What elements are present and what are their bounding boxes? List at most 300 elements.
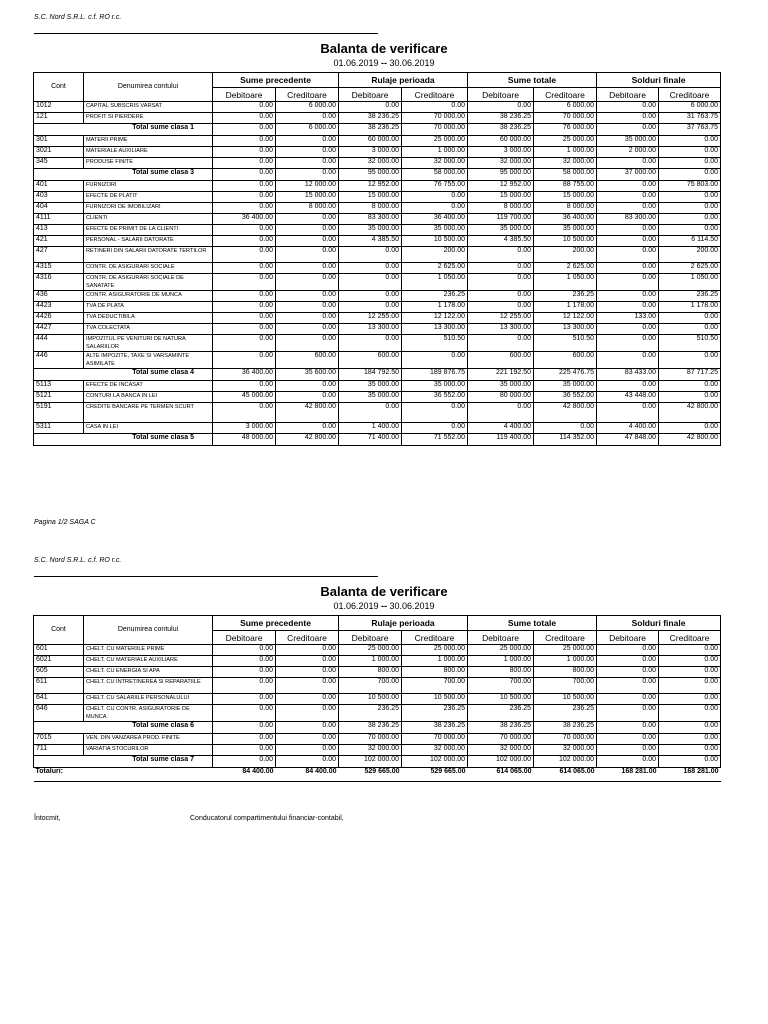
amount-cell: 0.00 [659, 136, 721, 147]
header-credit: Creditoare [276, 88, 339, 102]
amount-cell: 0.00 [213, 225, 276, 236]
account-row [34, 192, 721, 203]
account-row [34, 734, 721, 745]
amount-cell: 12 255.00 [339, 313, 402, 324]
header-group: Sume totale [468, 616, 597, 631]
amount-cell: 35 000.00 [534, 381, 597, 392]
account-code: 345 [34, 158, 84, 169]
class-total-row [34, 756, 721, 768]
amount-cell: 184 792.50 [339, 369, 402, 381]
amount-cell: 0.00 [468, 403, 534, 423]
page-footer: Pagina 1/2 SAGA C [34, 519, 96, 526]
amount-cell: 1 178.00 [402, 302, 468, 313]
financial-head-label: Conducatorul compartimentului financiar-contabil, [190, 815, 344, 822]
account-name: ALTE IMPOZITE, TAXE SI VARSAMINTE ASIMILATE [84, 352, 213, 369]
amount-cell: 1 000.00 [402, 147, 468, 158]
amount-cell: 38 236.25 [468, 113, 534, 124]
amount-cell: 529 665.00 [402, 768, 468, 782]
header-credit: Creditoare [534, 631, 597, 645]
account-name: CHELT. CU MATERIILE PRIME [84, 645, 213, 656]
amount-cell: 6 000.00 [659, 102, 721, 113]
amount-cell: 0.00 [213, 656, 276, 667]
report-period [0, 601, 768, 611]
account-name: TVA DE PLATA [84, 302, 213, 313]
amount-cell: 0.00 [597, 113, 659, 124]
amount-cell: 60 000.00 [468, 136, 534, 147]
period-end: 30.06.2019 [389, 58, 435, 68]
amount-cell: 2 625.00 [402, 263, 468, 274]
amount-cell: 0.00 [213, 722, 276, 734]
amount-cell: 3 000.00 [213, 423, 276, 434]
amount-cell: 0.00 [597, 102, 659, 113]
amount-cell: 0.00 [276, 324, 339, 335]
amount-cell: 15 000.00 [339, 192, 402, 203]
amount-cell: 0.00 [213, 302, 276, 313]
amount-cell: 236.25 [402, 291, 468, 302]
report-title: Balanta de verificare [320, 584, 448, 599]
account-code: 1012 [34, 102, 84, 113]
amount-cell: 12 952.00 [468, 181, 534, 192]
account-name: PRODUSE FINITE [84, 158, 213, 169]
account-code: 404 [34, 203, 84, 214]
class-total-row [34, 722, 721, 734]
account-name: EFECTE DE PRIMIT DE LA CLIENTI [84, 225, 213, 236]
amount-cell: 0.00 [659, 756, 721, 768]
amount-cell: 0.00 [659, 645, 721, 656]
account-name: PROFIT SI PIERDERE [84, 113, 213, 124]
header-credit: Creditoare [659, 631, 721, 645]
amount-cell: 35 000.00 [402, 225, 468, 236]
account-name: CASA IN LEI [84, 423, 213, 434]
account-name: CHELT. CU CONTR. ASIGURATORIE DE MUNCA [84, 705, 213, 722]
amount-cell: 38 236.25 [402, 722, 468, 734]
account-code: 5121 [34, 392, 84, 403]
amount-cell: 36 400.00 [213, 214, 276, 225]
amount-cell: 600.00 [534, 352, 597, 369]
amount-cell: 0.00 [276, 694, 339, 705]
header-row-groups [34, 73, 721, 88]
amount-cell: 168 281.00 [597, 768, 659, 782]
amount-cell: 76 000.00 [534, 124, 597, 136]
account-name: MATERIALE AUXILIARE [84, 147, 213, 158]
account-name: CHELT. CU ENERGIA SI APA [84, 667, 213, 678]
amount-cell: 0.00 [659, 705, 721, 722]
account-name: EFECTE DE PLATIT [84, 192, 213, 203]
amount-cell: 0.00 [659, 352, 721, 369]
amount-cell: 102 000.00 [402, 756, 468, 768]
amount-cell: 0.00 [276, 734, 339, 745]
amount-cell: 0.00 [597, 302, 659, 313]
amount-cell: 60 000.00 [339, 136, 402, 147]
amount-cell: 0.00 [659, 423, 721, 434]
amount-cell: 32 000.00 [339, 745, 402, 756]
amount-cell: 800.00 [339, 667, 402, 678]
amount-cell: 529 665.00 [339, 768, 402, 782]
header-credit: Creditoare [534, 88, 597, 102]
amount-cell: 0.00 [276, 136, 339, 147]
amount-cell: 8 000.00 [339, 203, 402, 214]
header-row-groups [34, 616, 721, 631]
account-code: 421 [34, 236, 84, 247]
header-denumire: Denumirea contului [84, 73, 213, 102]
total-label: Total sume clasa 6 [34, 722, 213, 734]
amount-cell: 614 065.00 [534, 768, 597, 782]
account-name: CAPITAL SUBSCRIS VARSAT [84, 102, 213, 113]
amount-cell: 1 000.00 [534, 147, 597, 158]
account-code: 444 [34, 335, 84, 352]
amount-cell: 0.00 [659, 667, 721, 678]
amount-cell: 80 000.00 [468, 392, 534, 403]
amount-cell: 0.00 [276, 147, 339, 158]
header-cont: Cont [34, 73, 84, 102]
account-code: 446 [34, 352, 84, 369]
amount-cell: 0.00 [597, 274, 659, 291]
amount-cell: 35 000.00 [402, 381, 468, 392]
amount-cell: 1 050.00 [534, 274, 597, 291]
account-code: 413 [34, 225, 84, 236]
company-header: S.C. Nord S.R.L. c.f. RO r.c. [34, 14, 122, 21]
amount-cell: 6 000.00 [534, 102, 597, 113]
amount-cell: 45 000.00 [213, 392, 276, 403]
amount-cell: 0.00 [468, 247, 534, 263]
header-group: Sume precedente [213, 616, 339, 631]
amount-cell: 200.00 [534, 247, 597, 263]
amount-cell: 87 717.25 [659, 369, 721, 381]
amount-cell: 0.00 [597, 756, 659, 768]
amount-cell: 0.00 [213, 169, 276, 181]
amount-cell: 236.25 [339, 705, 402, 722]
amount-cell: 0.00 [276, 656, 339, 667]
amount-cell: 71 552.00 [402, 434, 468, 446]
amount-cell: 0.00 [213, 313, 276, 324]
amount-cell: 510.50 [659, 335, 721, 352]
account-name: VEN. DIN VANZAREA PROD. FINITE [84, 734, 213, 745]
amount-cell: 35 000.00 [468, 381, 534, 392]
amount-cell: 1 000.00 [468, 656, 534, 667]
account-row [34, 403, 721, 423]
account-row [34, 381, 721, 392]
amount-cell: 600.00 [339, 352, 402, 369]
amount-cell: 119 400.00 [468, 434, 534, 446]
amount-cell: 221 192.50 [468, 369, 534, 381]
amount-cell: 236.25 [402, 705, 468, 722]
amount-cell: 0.00 [276, 423, 339, 434]
amount-cell: 0.00 [597, 247, 659, 263]
account-row [34, 656, 721, 667]
amount-cell: 88 755.00 [534, 181, 597, 192]
amount-cell: 15 000.00 [468, 192, 534, 203]
amount-cell: 3 000.00 [339, 147, 402, 158]
amount-cell: 42 800.00 [659, 403, 721, 423]
account-code: 6021 [34, 656, 84, 667]
amount-cell: 13 300.00 [339, 324, 402, 335]
amount-cell: 32 000.00 [468, 745, 534, 756]
amount-cell: 0.00 [597, 645, 659, 656]
amount-cell: 70 000.00 [402, 124, 468, 136]
amount-cell: 0.00 [276, 158, 339, 169]
amount-cell: 0.00 [468, 274, 534, 291]
account-name: MATERII PRIME [84, 136, 213, 147]
amount-cell: 1 000.00 [339, 656, 402, 667]
class-total-row [34, 169, 721, 181]
header-debit: Debitoare [213, 631, 276, 645]
amount-cell: 84 400.00 [213, 768, 276, 782]
period-end: 30.06.2019 [389, 601, 435, 611]
amount-cell: 168 281.00 [659, 768, 721, 782]
account-row [34, 678, 721, 694]
header-group: Solduri finale [597, 73, 721, 88]
amount-cell: 0.00 [402, 403, 468, 423]
amount-cell: 42 800.00 [276, 403, 339, 423]
account-row [34, 694, 721, 705]
amount-cell: 70 000.00 [402, 734, 468, 745]
amount-cell: 32 000.00 [534, 745, 597, 756]
account-row [34, 352, 721, 369]
amount-cell: 0.00 [597, 745, 659, 756]
account-code: 3021 [34, 147, 84, 158]
amount-cell: 0.00 [339, 291, 402, 302]
amount-cell: 510.50 [402, 335, 468, 352]
account-row [34, 113, 721, 124]
amount-cell: 600.00 [276, 352, 339, 369]
amount-cell: 4 385.50 [468, 236, 534, 247]
amount-cell: 38 236.25 [339, 722, 402, 734]
account-row [34, 247, 721, 263]
account-row [34, 225, 721, 236]
account-code: 711 [34, 745, 84, 756]
account-code: 427 [34, 247, 84, 263]
amount-cell: 0.00 [213, 102, 276, 113]
amount-cell: 0.00 [597, 694, 659, 705]
amount-cell: 6 000.00 [276, 102, 339, 113]
amount-cell: 70 000.00 [534, 734, 597, 745]
amount-cell: 4 400.00 [468, 423, 534, 434]
amount-cell: 37 000.00 [597, 169, 659, 181]
amount-cell: 0.00 [659, 158, 721, 169]
amount-cell: 25 000.00 [339, 645, 402, 656]
account-code: 4316 [34, 274, 84, 291]
amount-cell: 0.00 [213, 324, 276, 335]
amount-cell: 700.00 [402, 678, 468, 694]
amount-cell: 114 352.00 [534, 434, 597, 446]
amount-cell: 0.00 [339, 102, 402, 113]
amount-cell: 0.00 [213, 745, 276, 756]
amount-cell: 0.00 [213, 678, 276, 694]
amount-cell: 38 236.25 [339, 124, 402, 136]
account-row [34, 324, 721, 335]
amount-cell: 0.00 [213, 756, 276, 768]
account-row [34, 214, 721, 225]
amount-cell: 35 000.00 [597, 136, 659, 147]
amount-cell: 0.00 [276, 291, 339, 302]
amount-cell: 0.00 [276, 645, 339, 656]
account-name: CONTURI LA BANCA IN LEI [84, 392, 213, 403]
amount-cell: 6 114.50 [659, 236, 721, 247]
amount-cell: 12 122.00 [534, 313, 597, 324]
amount-cell: 36 400.00 [534, 214, 597, 225]
amount-cell: 15 000.00 [534, 192, 597, 203]
amount-cell: 0.00 [213, 113, 276, 124]
amount-cell: 32 000.00 [402, 745, 468, 756]
amount-cell: 48 000.00 [213, 434, 276, 446]
header-debit: Debitoare [339, 88, 402, 102]
amount-cell: 2 625.00 [534, 263, 597, 274]
amount-cell: 0.00 [659, 313, 721, 324]
amount-cell: 0.00 [276, 335, 339, 352]
amount-cell: 0.00 [276, 392, 339, 403]
amount-cell: 0.00 [597, 236, 659, 247]
amount-cell: 0.00 [534, 423, 597, 434]
amount-cell: 0.00 [213, 158, 276, 169]
amount-cell: 236.25 [659, 291, 721, 302]
amount-cell: 47 848.00 [597, 434, 659, 446]
amount-cell: 700.00 [339, 678, 402, 694]
company-header: S.C. Nord S.R.L. c.f. RO r.c. [34, 557, 122, 564]
amount-cell: 70 000.00 [534, 113, 597, 124]
amount-cell: 0.00 [213, 291, 276, 302]
amount-cell: 38 236.25 [339, 113, 402, 124]
amount-cell: 0.00 [213, 236, 276, 247]
account-code: 605 [34, 667, 84, 678]
amount-cell: 0.00 [402, 423, 468, 434]
amount-cell: 510.50 [534, 335, 597, 352]
account-name: CONTR. DE ASIGURARI SOCIALE DE SANATATE [84, 274, 213, 291]
account-code: 611 [34, 678, 84, 694]
amount-cell: 10 500.00 [339, 694, 402, 705]
amount-cell: 0.00 [213, 335, 276, 352]
account-row [34, 667, 721, 678]
amount-cell: 10 500.00 [534, 236, 597, 247]
amount-cell: 25 000.00 [402, 645, 468, 656]
amount-cell: 0.00 [659, 169, 721, 181]
amount-cell: 0.00 [597, 158, 659, 169]
account-row [34, 335, 721, 352]
amount-cell: 25 000.00 [468, 645, 534, 656]
header-debit: Debitoare [597, 631, 659, 645]
amount-cell: 15 000.00 [276, 192, 339, 203]
amount-cell: 0.00 [402, 203, 468, 214]
amount-cell: 36 552.00 [534, 392, 597, 403]
amount-cell: 0.00 [213, 203, 276, 214]
period-start: 01.06.2019 [333, 601, 379, 611]
account-code: 601 [34, 645, 84, 656]
amount-cell: 0.00 [402, 352, 468, 369]
amount-cell: 0.00 [659, 225, 721, 236]
account-code: 646 [34, 705, 84, 722]
amount-cell: 102 000.00 [339, 756, 402, 768]
amount-cell: 0.00 [659, 147, 721, 158]
amount-cell: 0.00 [597, 403, 659, 423]
amount-cell: 0.00 [276, 225, 339, 236]
header-debit: Debitoare [597, 88, 659, 102]
amount-cell: 37 763.75 [659, 124, 721, 136]
amount-cell: 10 500.00 [402, 694, 468, 705]
amount-cell: 0.00 [213, 694, 276, 705]
amount-cell: 0.00 [659, 203, 721, 214]
amount-cell: 0.00 [402, 102, 468, 113]
amount-cell: 95 000.00 [468, 169, 534, 181]
amount-cell: 12 122.00 [402, 313, 468, 324]
amount-cell: 700.00 [534, 678, 597, 694]
account-name: CONTR. DE ASIGURARI SOCIALE [84, 263, 213, 274]
amount-cell: 42 800.00 [276, 434, 339, 446]
amount-cell: 0.00 [659, 324, 721, 335]
amount-cell: 0.00 [659, 678, 721, 694]
amount-cell: 0.00 [213, 403, 276, 423]
amount-cell: 0.00 [659, 656, 721, 667]
amount-cell: 10 500.00 [534, 694, 597, 705]
amount-cell: 0.00 [276, 678, 339, 694]
account-row [34, 392, 721, 403]
period-start: 01.06.2019 [333, 58, 379, 68]
amount-cell: 8 000.00 [534, 203, 597, 214]
header-debit: Debitoare [339, 631, 402, 645]
header-cont: Cont [34, 616, 84, 645]
amount-cell: 32 000.00 [402, 158, 468, 169]
account-name: EFECTE DE INCASAT [84, 381, 213, 392]
amount-cell: 38 236.25 [468, 124, 534, 136]
amount-cell: 95 000.00 [339, 169, 402, 181]
account-name: TVA DEDUCTIBILA [84, 313, 213, 324]
amount-cell: 0.00 [468, 302, 534, 313]
account-name: FURNIZORI [84, 181, 213, 192]
amount-cell: 0.00 [339, 302, 402, 313]
amount-cell: 35 000.00 [339, 381, 402, 392]
amount-cell: 13 300.00 [402, 324, 468, 335]
amount-cell: 0.00 [468, 335, 534, 352]
amount-cell: 800.00 [402, 667, 468, 678]
amount-cell: 0.00 [659, 192, 721, 203]
amount-cell: 102 000.00 [534, 756, 597, 768]
amount-cell: 0.00 [213, 705, 276, 722]
amount-cell: 70 000.00 [402, 113, 468, 124]
header-debit: Debitoare [213, 88, 276, 102]
amount-cell: 42 800.00 [659, 434, 721, 446]
amount-cell: 0.00 [659, 381, 721, 392]
account-code: 401 [34, 181, 84, 192]
amount-cell: 0.00 [276, 705, 339, 722]
amount-cell: 0.00 [276, 302, 339, 313]
total-label: Total sume clasa 5 [34, 434, 213, 446]
amount-cell: 12 255.00 [468, 313, 534, 324]
header-credit: Creditoare [402, 88, 468, 102]
amount-cell: 0.00 [276, 169, 339, 181]
account-name: IMPOZITUL PE VENITURI DE NATURA SALARIILOR [84, 335, 213, 352]
account-code: 5113 [34, 381, 84, 392]
amount-cell: 0.00 [468, 291, 534, 302]
amount-cell: 0.00 [597, 734, 659, 745]
amount-cell: 236.25 [468, 705, 534, 722]
header-group: Solduri finale [597, 616, 721, 631]
amount-cell: 0.00 [468, 263, 534, 274]
balance-table [33, 72, 721, 446]
amount-cell: 0.00 [339, 403, 402, 423]
amount-cell: 4 400.00 [597, 423, 659, 434]
period-separator: -- [381, 58, 387, 68]
amount-cell: 75 803.00 [659, 181, 721, 192]
class-total-row [34, 124, 721, 136]
amount-cell: 76 755.00 [402, 181, 468, 192]
account-code: 5311 [34, 423, 84, 434]
amount-cell: 42 800.00 [534, 403, 597, 423]
prepared-by-label: Întocmit, [34, 815, 61, 822]
amount-cell: 614 065.00 [468, 768, 534, 782]
amount-cell: 700.00 [468, 678, 534, 694]
amount-cell: 0.00 [276, 263, 339, 274]
amount-cell: 0.00 [213, 263, 276, 274]
amount-cell: 0.00 [659, 722, 721, 734]
header-debit: Debitoare [468, 631, 534, 645]
